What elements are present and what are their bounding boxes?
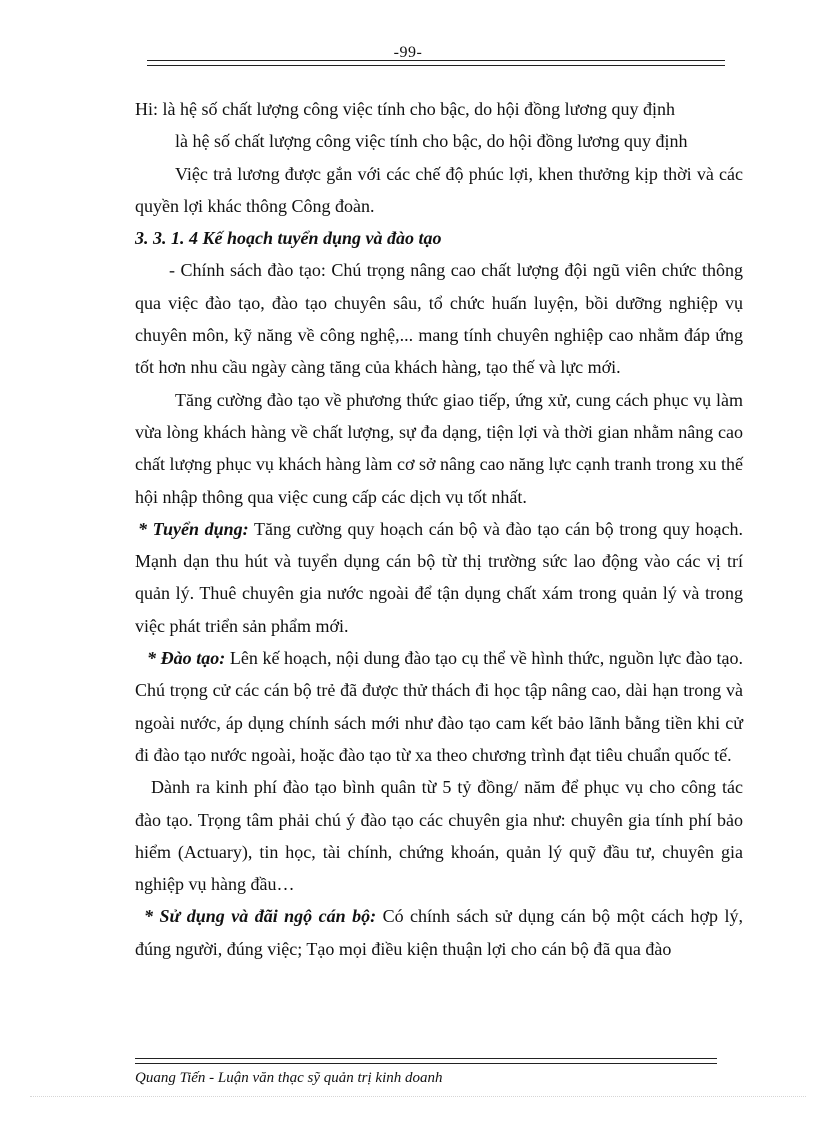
recruitment-text: Tăng cường quy hoạch cán bộ và đào tạo cán bộ trong quy hoạch. Mạnh dạn thu hút và tuyển dụng cán bộ từ thị trường sức lao động vào các vị trí quản lý. Thuê chuyên gia nước ngoài để tận dụng chất xám trong quản lý và trong việc phát triển sản phẩm mới. <box>135 518 743 636</box>
header-rule <box>147 60 725 66</box>
paragraph-hi-repeat: là hệ số chất lượng công việc tính cho bậc, do hội đồng lương quy định <box>175 131 688 152</box>
paragraph-hi-definition: Hi: là hệ số chất lượng công việc tính cho bậc, do hội đồng lương quy định <box>135 99 675 119</box>
paragraph-communication-training: Tăng cường đào tạo về phương thức giao tiếp, ứng xử, cung cách phục vụ làm vừa lòng khách hàng về chất lượng, sự đa dạng, tiện lợi và thời gian nhằm nâng cao chất lượng phục vụ khách hàng làm cơ sở nâng cao năng lực cạnh tranh trong xu thế hội nhập thông qua việc cung cấp các dịch vụ tốt nhất. <box>135 389 743 507</box>
paragraph-budget: Dành ra kinh phí đào tạo bình quân từ 5 tỷ đồng/ năm để phục vụ cho công tác đào tạo. Trọng tâm phải chú ý đào tạo các chuyên gia như: chuyên gia tính phí bảo hiểm (Actuary), tin học, tài chính, chứng khoán, quản lý quỹ đầu tư, chuyên gia nghiệp vụ hàng đầu… <box>135 777 743 895</box>
section-heading: 3. 3. 1. 4 Kế hoạch tuyển dụng và đào tạo <box>135 228 442 249</box>
recruitment-lead: * Tuyển dụng: <box>138 518 249 539</box>
training-text: Lên kế hoạch, nội dung đào tạo cụ thể về hình thức, nguồn lực đào tạo. Chú trọng cử các cán bộ trẻ đã được thử thách đi học tập nâng cao, dài hạn trong và ngoài nước, áp dụng chính sách mới như đào tạo cam kết bảo lãnh bằng tiền khi cử đi đào tạo nước ngoài, hoặc đào tạo từ xa theo chương trình đạt tiêu chuẩn quốc tế. <box>135 648 743 765</box>
paragraph-training <box>135 642 743 771</box>
footer-rule <box>135 1058 717 1064</box>
document-body <box>135 93 743 965</box>
page-edge-dots <box>30 1096 806 1097</box>
paragraph-salary: Việc trả lương được gắn với các chế độ phúc lợi, khen thưởng kịp thời và các quyền lợi khác thông Công đoàn. <box>135 163 743 216</box>
paragraph-training-policy: - Chính sách đào tạo: Chú trọng nâng cao chất lượng đội ngũ viên chức thông qua việc đào tạo, đào tạo chuyên sâu, tổ chức huấn luyện, bồi dưỡng nghiệp vụ chuyên môn, kỹ năng về công nghệ,... mang tính chuyên nghiệp cao nhằm đáp ứng tốt hơn nhu cầu ngày càng tăng của khách hàng, tạo thế và lực mới. <box>135 260 743 378</box>
paragraph-recruitment <box>135 513 743 642</box>
staff-use-lead: * Sử dụng và đãi ngộ cán bộ: <box>144 906 377 927</box>
paragraph-staff-use <box>135 900 743 965</box>
training-lead: * Đào tạo: <box>147 648 226 669</box>
page-number: -99- <box>393 44 423 61</box>
footer-text: Quang Tiến - Luận văn thạc sỹ quản trị kinh doanh <box>135 1070 443 1086</box>
staff-use-text: Có chính sách sử dụng cán bộ một cách hợp lý, đúng người, đúng việc; Tạo mọi điều kiện thuận lợi cho cán bộ đã qua đào <box>135 906 743 959</box>
